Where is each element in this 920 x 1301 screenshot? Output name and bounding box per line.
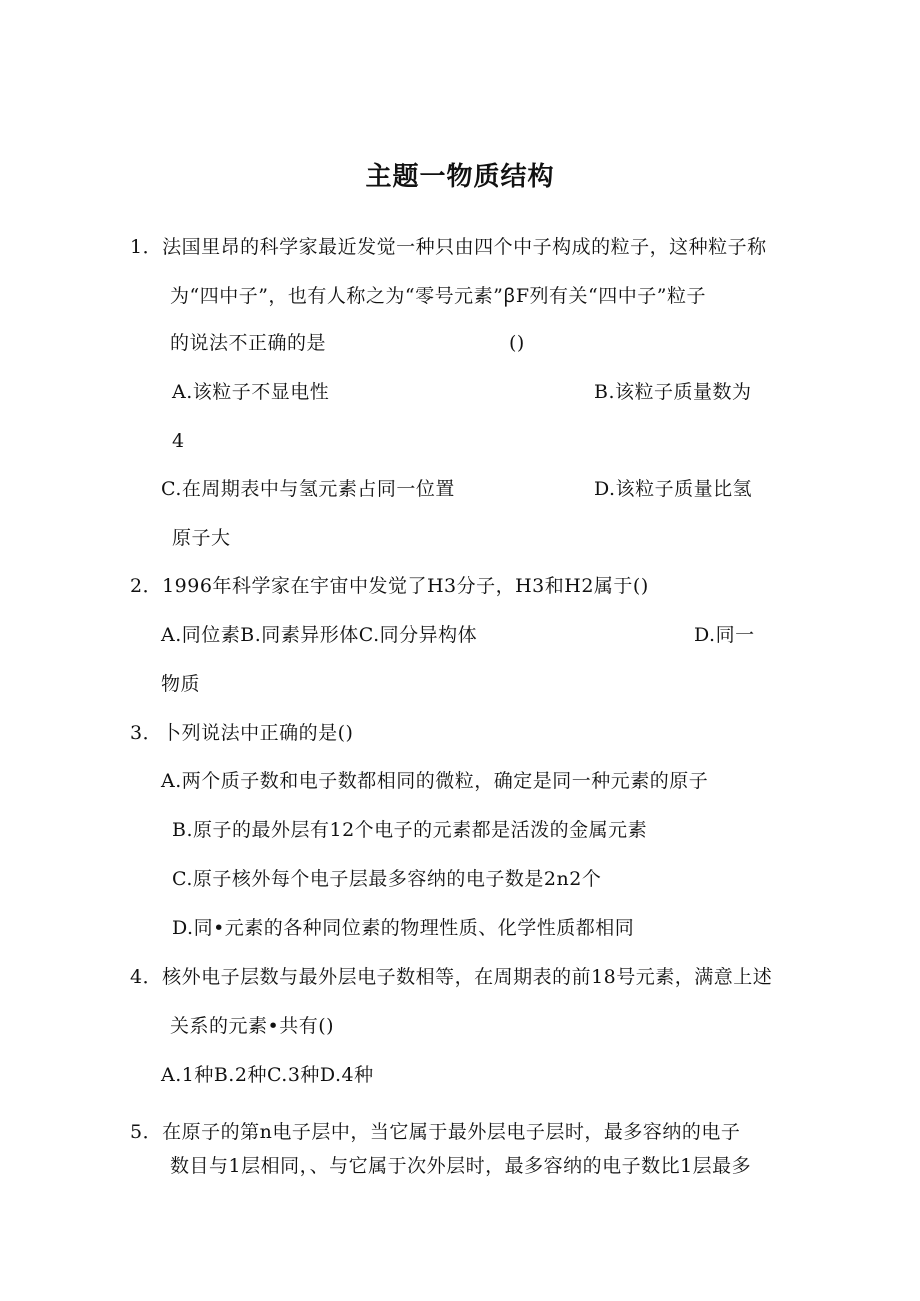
question-stem-line: 的说法不正确的是 [170, 332, 327, 354]
option-b: B.原子的最外层有12个电子的元素都是活泼的金属元素 [172, 819, 648, 841]
question-stem-line: 5．在原子的第n电子层中，当它属于最外层电子层时，最多容纳的电子 [130, 1121, 741, 1143]
option-d: D.同一 [694, 624, 755, 646]
option-a: A.该粒子不显电性 [172, 381, 330, 403]
option-d: D.同•元素的各种同位素的物理性质、化学性质都相同 [172, 917, 635, 939]
option-a: A.两个质子数和电子数都相同的微粒，确定是同一种元素的原子 [161, 770, 709, 792]
question-stem-line: 2．1996年科学家在宇宙中发觉了H3分子，H3和H2属于() [130, 575, 649, 597]
option-d: D.该粒子质量比氢 [594, 478, 753, 500]
question-stem-line: 关系的元素•共有() [170, 1015, 335, 1037]
option-d-continuation: 原子大 [172, 527, 231, 549]
option-d-continuation: 物质 [161, 673, 201, 695]
question-stem-line: 数目与1层相同，、与它属于次外层时，最多容纳的电子数比1层最多 [170, 1155, 752, 1177]
options-line: A.1种B.2种C.3种D.4种 [161, 1064, 374, 1086]
question-stem-line: 为“四中子”，也有人称之为“零号元素”ꞵF列有关“四中子”粒子 [170, 285, 706, 307]
option-b-continuation: 4 [172, 430, 185, 452]
option-c: C.在周期表中与氢元素占同一位置 [161, 478, 455, 500]
question-stem-line: 1．法国里昂的科学家最近发觉一种只由四个中子构成的粒子，这种粒子称 [130, 236, 767, 258]
page-title: 主题一物质结构 [365, 162, 555, 192]
question-stem-line: 4．核外电子层数与最外层电子数相等，在周期表的前18号元素，满意上述 [130, 966, 773, 988]
answer-bracket: () [509, 332, 525, 354]
option-b: B.该粒子质量数为 [594, 381, 752, 403]
options-line: A.同位素B.同素异形体C.同分异构体 [161, 624, 478, 646]
question-stem-line: 3．卜列说法中正确的是() [130, 722, 354, 744]
option-c: C.原子核外每个电子层最多容纳的电子数是2n2个 [172, 868, 602, 890]
